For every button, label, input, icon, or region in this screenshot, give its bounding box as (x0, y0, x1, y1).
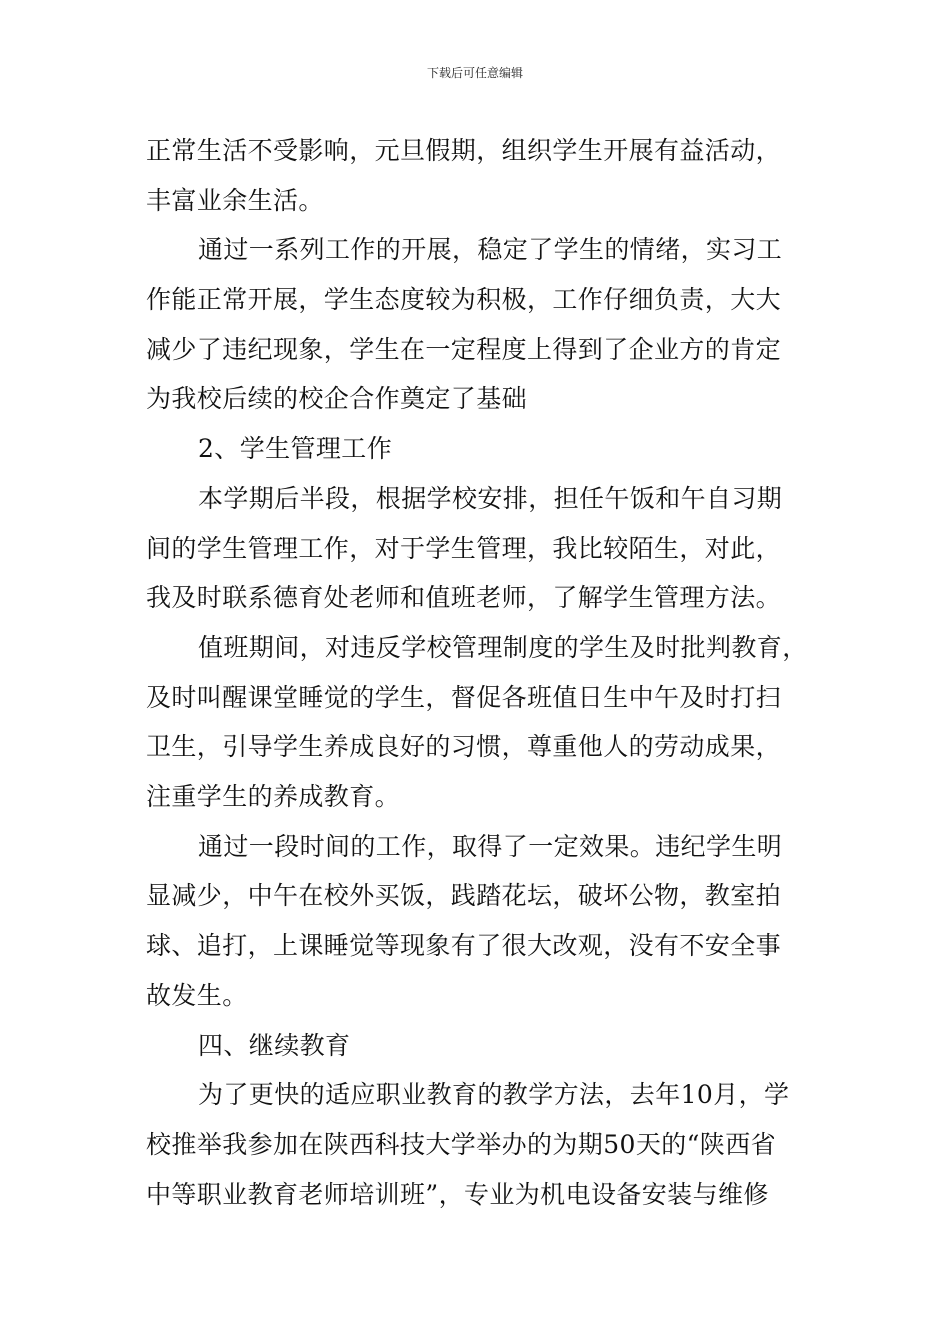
text-line: 作能正常开展，学生态度较为积极，工作仔细负责，大大 (146, 285, 782, 314)
text-line: 通过一系列工作的开展，稳定了学生的情绪，实习工 (198, 235, 783, 264)
text-line: 为了更快的适应职业教育的教学方法，去年10月，学 (198, 1080, 790, 1109)
text-line: 为我校后续的校企合作奠定了基础 (146, 384, 528, 413)
text-line: 我及时联系德育处老师和值班老师，了解学生管理方法。 (146, 583, 782, 612)
section-heading: 四、继续教育 (198, 1031, 351, 1060)
text-line: 间的学生管理工作，对于学生管理，我比较陌生，对此， (146, 534, 782, 563)
page-header: 下载后可任意编辑 (426, 66, 523, 80)
text-line: 正常生活不受影响，元旦假期，组织学生开展有益活动， (146, 136, 782, 165)
text-line: 值班期间，对违反学校管理制度的学生及时批判教育， (198, 633, 808, 662)
text-line: 显减少，中午在校外买饭，践踏花坛，破坏公物，教室拍 (146, 881, 782, 910)
text-line: 校推举我参加在陕西科技大学举办的为期50天的“陕西省 (146, 1130, 776, 1159)
text-line: 故发生。 (146, 981, 248, 1010)
text-line: 丰富业余生活。 (146, 186, 324, 215)
text-line: 球、追打，上课睡觉等现象有了很大改观，没有不安全事 (146, 931, 782, 960)
section-heading: 2、学生管理工作 (198, 434, 393, 463)
text-line: 及时叫醒课堂睡觉的学生，督促各班值日生中午及时打扫 (146, 683, 782, 712)
text-line: 中等职业教育老师培训班”，专业为机电设备安装与维修 (146, 1180, 769, 1209)
text-line: 通过一段时间的工作，取得了一定效果。违纪学生明 (198, 832, 783, 861)
text-line: 本学期后半段，根据学校安排，担任午饭和午自习期 (198, 484, 783, 513)
text-line: 卫生，引导学生养成良好的习惯，尊重他人的劳动成果， (146, 732, 782, 761)
text-line: 减少了违纪现象，学生在一定程度上得到了企业方的肯定 (146, 335, 782, 364)
text-line: 注重学生的养成教育。 (146, 782, 401, 811)
